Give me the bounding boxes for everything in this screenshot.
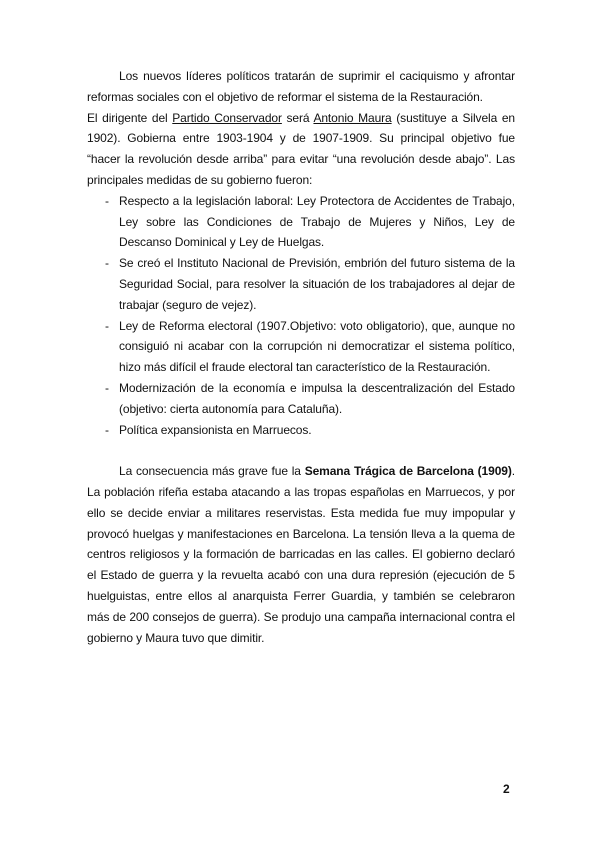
- maura-text-b: será: [281, 110, 314, 125]
- bullet-dash: -: [105, 380, 109, 395]
- bullet-dash: -: [105, 193, 109, 208]
- semana-tragica-title: Semana Trágica de Barcelona (1909): [304, 464, 512, 479]
- paragraph-spacer: [87, 440, 515, 461]
- list-item: [87, 378, 515, 420]
- list-item: [87, 253, 515, 315]
- list-item-text: Modernización de la economía e impulsa la descentralización del Estado (objetivo: cierta autonomía para Cataluña).: [119, 380, 515, 416]
- intro-text: Los nuevos líderes políticos tratarán de suprimir el caciquismo y afrontar reformas sociales con el objetivo de reformar el sistema de la Restauración.: [87, 69, 515, 104]
- semana-tragica-paragraph: [87, 461, 515, 648]
- page-number: 2: [503, 782, 510, 796]
- partido-conservador-link: Partido Conservador: [172, 110, 282, 125]
- semana-tragica-body: . La población rifeña estaba atacando a las tropas españolas en Marruecos, y por ello se decide enviar a militares reservistas. Esta medida fue muy impopular y provocó huelgas y manifestaciones en Barcelona. La tensión lleva a la quema de centros religiosos y la formación de barricadas en las calles. El gobierno declaró el Estado de guerra y la revuelta acabó con una dura represión (ejecución de 5 huelguistas, entre ellos al anarquista Ferrer Guardia, y también se celebraron más de 200 consejos de guerra). Se produjo una campaña internacional contra el gobierno y Maura tuvo que dimitir.: [87, 464, 515, 645]
- semana-tragica-lead: La consecuencia más grave fue la: [119, 464, 305, 479]
- list-item: [87, 420, 515, 441]
- measures-list: [87, 191, 515, 441]
- list-item-text: Ley de Reforma electoral (1907.Objetivo: voto obligatorio), que, aunque no consiguió ni acabar con la corrupción ni democratizar el sistema político, hizo más difícil el fraude electoral tan característico de la Restauración.: [119, 318, 515, 375]
- list-item: [87, 316, 515, 378]
- bullet-dash: -: [105, 318, 109, 333]
- intro-paragraph: [87, 66, 515, 108]
- list-item: [87, 191, 515, 253]
- list-item-text: Política expansionista en Marruecos.: [119, 422, 312, 437]
- maura-text-c: (sustituye a Silvela en 1902). Gobierna entre 1903-1904 y de 1907-1909. Su principal objetivo fue “hacer la revolución desde arriba” para evitar “una revolución desde abajo”. Las principales medidas de su gobierno fueron:: [87, 110, 515, 187]
- list-item-text: Respecto a la legislación laboral: Ley Protectora de Accidentes de Trabajo, Ley sobre las Condiciones de Trabajo de Mujeres y Niños, Ley de Descanso Dominical y Ley de Huelgas.: [119, 193, 515, 250]
- antonio-maura-link: Antonio Maura: [313, 110, 392, 125]
- list-item-text: Se creó el Instituto Nacional de Previsión, embrión del futuro sistema de la Seguridad Social, para resolver la situación de los trabajadores al dejar de trabajar (seguro de vejez).: [119, 256, 515, 312]
- document-page: [87, 66, 515, 648]
- maura-text-a: El dirigente del: [87, 110, 173, 125]
- bullet-dash: -: [105, 422, 109, 437]
- maura-paragraph: [87, 108, 515, 191]
- bullet-dash: -: [105, 256, 109, 271]
